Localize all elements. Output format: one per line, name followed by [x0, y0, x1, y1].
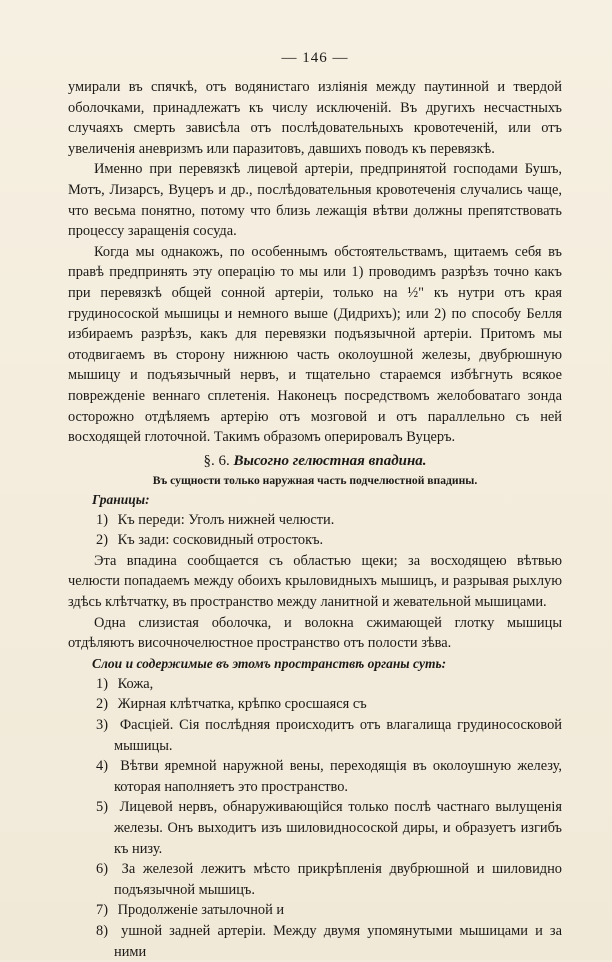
list-item-text: Лицевой нервъ, обнаруживающiйся только послѣ частнаго вылущенiя железы. Онъ выходитъ изъ шиловидносоской диры, и образуетъ изгибъ къ низу.	[114, 799, 562, 857]
list-item-number: 3)	[96, 717, 108, 734]
paragraph: Когда мы однакожъ, по особеннымъ обстоятельствамъ, щитаемъ себя въ правѣ предпринять эту операцiю то мы или 1) проводимъ разрѣзъ точно какъ при перевязкѣ общей сонной артерiи, только на ½" къ нутри отъ края грудиносоской мышицы и немного выше (Дидрихъ); или 2) по способу Белля избираемъ разрѣзъ, какъ для перевязки подъязычной артерiи. Притомъ мы отодвигаемъ въ сторону нижнюю часть околоушной железы, двубрюшную мышицу и подъязычный нервъ, и тщательно стараемся избѣгнуть всякое поврежденiе веннаго сплетенiя. Наконецъ посредствомъ желобоватаго зонда осторожно отдѣляемъ артерiю отъ мозговой и отъ параллельно съ ней восходящей глоточной. Такимъ образомъ оперировалъ Вуцеръ.	[68, 243, 562, 446]
page-number: — 146 —	[281, 50, 349, 66]
boundaries-heading: Границы:	[92, 491, 150, 507]
section-note: Въ сущности только наружная часть подчелюстной впадины.	[152, 473, 478, 487]
list-item-text: Къ зади: сосковидный отростокъ.	[117, 532, 324, 549]
boundaries-list	[68, 510, 562, 551]
section-number: §. 6.	[203, 452, 230, 469]
list-item	[68, 510, 562, 531]
paragraph: Одна слизистая оболочка, и волокна сжимающей глотку мышицы отдѣляютъ височночелюстное пространство отъ полости зѣва.	[68, 614, 562, 652]
list-item-number: 5)	[96, 799, 108, 816]
section-heading	[68, 450, 562, 472]
list-item-number: 4)	[96, 758, 108, 775]
list-item-text: Къ переди: Уголъ нижней челюсти.	[117, 511, 335, 528]
list-item	[68, 797, 562, 859]
list-item-text: Продолженiе затылочной и	[117, 902, 285, 919]
list-item-number: 1)	[96, 511, 108, 528]
list-item-number: 7)	[96, 902, 108, 919]
list-item	[68, 921, 562, 962]
list-item-number: 2)	[96, 696, 108, 713]
section-title: Высогно гелюстная впадина.	[233, 452, 427, 469]
list-item-text: Фасцiей. Сiя послѣдняя происходитъ отъ влагалища грудинососковой мышицы.	[114, 717, 562, 754]
list-item	[68, 859, 562, 900]
list-item	[68, 674, 562, 695]
list-item-text: Кожа,	[117, 675, 154, 692]
list-item-text: ушной задней артерiи. Между двумя упомянутыми мышицами и за ними	[114, 922, 563, 960]
list-item-number: 8)	[96, 922, 108, 939]
layers-heading: Слои и содержимые въ этомъ пространствѣ органы суть:	[92, 655, 447, 671]
list-item	[68, 715, 562, 756]
list-item-number: 2)	[96, 532, 108, 549]
list-item	[68, 756, 562, 797]
list-item-text: Вѣтви яремной наружной вены, переходящiя въ околоушную железу, которая наполняетъ это пространство.	[114, 758, 562, 795]
list-item	[68, 694, 562, 715]
list-item-text: Жирная клѣтчатка, крѣпко сросшаяся съ	[117, 696, 367, 713]
middle-paragraphs	[68, 551, 562, 654]
list-item-number: 6)	[96, 861, 108, 878]
paragraph: Именно при перевязкѣ лицевой артерiи, предпринятой господами Бушъ, Мотъ, Лизарсъ, Вуцеръ и др., послѣдовательныя кровотеченiя случались чаще, что весьма понятно, потому что близь лежащiя вѣтви должны препятствовать процессу заращенiя сосуда.	[68, 161, 562, 240]
list-item	[68, 530, 562, 551]
paragraph: умирали въ спячкѣ, отъ водянистаго излiянiя между паутинной и твердой оболочками, принадлежатъ къ числу исключенiй. Въ другихъ несчастныхъ случаяхъ смерть зависѣла отъ послѣдовательныхъ кровотеченiй, или отъ увеличенiя аневризмъ или паразитовъ, давшихъ поводъ къ перевязкѣ.	[68, 79, 562, 157]
intro-paragraphs	[68, 77, 562, 448]
list-item-number: 1)	[96, 675, 108, 692]
list-item-text: За железой лежитъ мѣсто прикрѣпленiя двубрюшной и шиловидно подъязычной мышицъ.	[114, 861, 562, 898]
paragraph: Эта впадина сообщается съ областью щеки; за восходящею вѣтвью челюсти попадаемъ между обоихъ крыловидныхъ мышицъ, и разрывая рыхлую здѣсь клѣтчатку, въ пространство между ланитной и жевательной мышицами.	[68, 552, 562, 611]
list-item	[68, 900, 562, 921]
layers-list	[68, 674, 562, 962]
